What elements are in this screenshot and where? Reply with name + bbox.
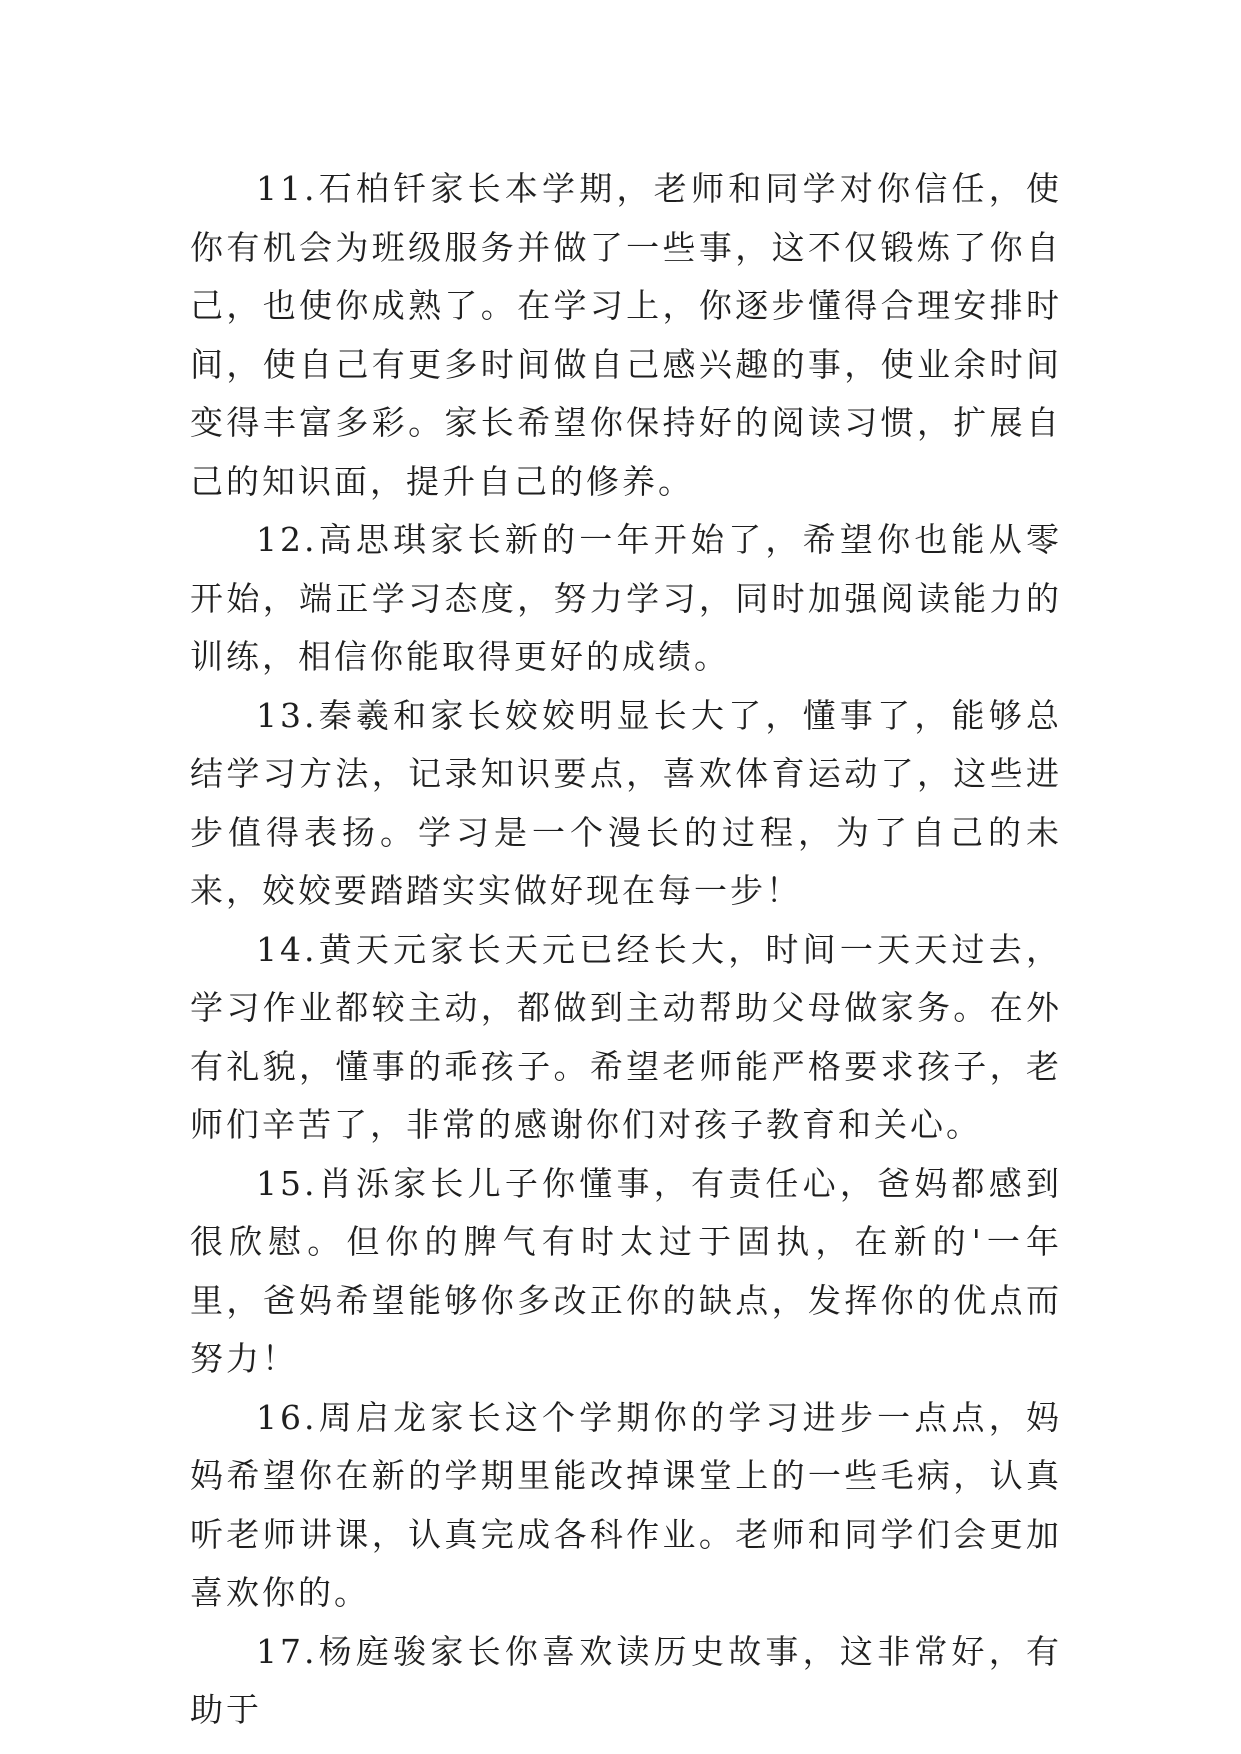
- comment-paragraph-17: 17.杨庭骏家长你喜欢读历史故事，这非常好，有助于: [190, 1631, 1062, 1729]
- document-body: [190, 160, 1062, 1740]
- comment-paragraph-16: 16.周启龙家长这个学期你的学习进步一点点，妈妈希望你在新的学期里能改掉课堂上的一些毛病，认真听老师讲课，认真完成各科作业。老师和同学们会更加喜欢你的。: [190, 1397, 1062, 1612]
- comment-paragraph-15: 15.肖泺家长儿子你懂事，有责任心，爸妈都感到很欣慰。但你的脾气有时太过于固执，在新的'一年里，爸妈希望能够你多改正你的缺点，发挥你的优点而努力！: [190, 1163, 1062, 1378]
- comment-paragraph-11: 11.石柏钎家长本学期，老师和同学对你信任，使你有机会为班级服务并做了一些事，这不仅锻炼了你自己，也使你成熟了。在学习上，你逐步懂得合理安排时间，使自己有更多时间做自己感兴趣的事，使业余时间变得丰富多彩。家长希望你保持好的阅读习惯，扩展自己的知识面，提升自己的修养。: [190, 169, 1062, 501]
- comment-paragraph-12: 12.高思琪家长新的一年开始了，希望你也能从零开始，端正学习态度，努力学习，同时加强阅读能力的训练，相信你能取得更好的成绩。: [190, 520, 1062, 676]
- comment-paragraph-13: 13.秦羲和家长姣姣明显长大了，懂事了，能够总结学习方法，记录知识要点，喜欢体育运动了，这些进步值得表扬。学习是一个漫长的过程，为了自己的未来，姣姣要踏踏实实做好现在每一步！: [190, 695, 1062, 910]
- comment-paragraph-14: 14.黄天元家长天元已经长大，时间一天天过去，学习作业都较主动，都做到主动帮助父母做家务。在外有礼貌，懂事的乖孩子。希望老师能严格要求孩子，老师们辛苦了，非常的感谢你们对孩子教育和关心。: [190, 929, 1062, 1144]
